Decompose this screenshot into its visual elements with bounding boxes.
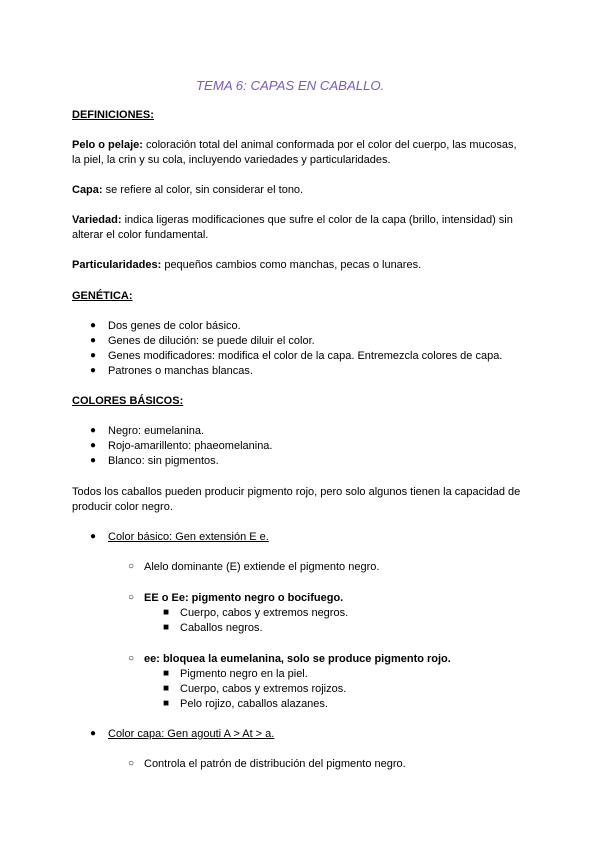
capa-term: Capa: bbox=[72, 184, 103, 196]
pelo-definition-line2: la piel, la crin y su cola, incluyendo variedades y particularidades. bbox=[72, 154, 391, 166]
circle-bullet-icon: ○ bbox=[128, 592, 135, 603]
particularidades-definition: Particularidades: pequeños cambios como manchas, pecas o lunares. bbox=[72, 259, 422, 271]
circle-bullet-icon: ○ bbox=[128, 758, 135, 769]
genetica-item-1: Dos genes de color básico. bbox=[108, 320, 241, 332]
square-bullet-icon: ■ bbox=[163, 622, 170, 633]
pelo-definition-line1: Pelo o pelaje: coloración total del animal conformada por el color del cuerpo, las mucosas, bbox=[72, 139, 517, 151]
bullet-icon: ● bbox=[90, 320, 97, 331]
bullet-icon: ● bbox=[90, 531, 97, 542]
square-bullet-icon: ■ bbox=[163, 607, 170, 618]
variedad-term: Variedad: bbox=[72, 214, 122, 226]
circle-bullet-icon: ○ bbox=[128, 561, 135, 572]
ee-dominant-item-1: Cuerpo, cabos y extremos negros. bbox=[180, 607, 349, 619]
bullet-icon: ● bbox=[90, 365, 97, 376]
bullet-icon: ● bbox=[90, 425, 97, 436]
square-bullet-icon: ■ bbox=[163, 683, 170, 694]
ee-dominant-item-2: Caballos negros. bbox=[180, 622, 263, 634]
extension-ee-recessive: ee: bloquea la eumelanina, solo se produce pigmento rojo. bbox=[144, 653, 451, 665]
colores-item-1: Negro: eumelanina. bbox=[108, 425, 205, 437]
variedad-definition-line1: Variedad: indica ligeras modificaciones que sufre el color de la capa (brillo, intensidad) sin bbox=[72, 214, 513, 226]
ee-recessive-item-1: Pigmento negro en la piel. bbox=[180, 668, 308, 680]
ee-recessive-item-2: Cuerpo, cabos y extremos rojizos. bbox=[180, 683, 347, 695]
bullet-icon: ● bbox=[90, 728, 97, 739]
genetica-item-4: Patrones o manchas blancas. bbox=[108, 365, 253, 377]
definiciones-heading: DEFINICIONES: bbox=[72, 109, 154, 121]
agouti-label: Color capa: Gen agouti A > At > a. bbox=[108, 728, 275, 740]
capa-definition: Capa: se refiere al color, sin considerar el tono. bbox=[72, 184, 304, 196]
genetica-item-2: Genes de dilución: se puede diluir el color. bbox=[108, 335, 315, 347]
extension-label: Color básico: Gen extensión E e. bbox=[108, 531, 269, 543]
genetica-item-3: Genes modificadores: modifica el color de la capa. Entremezcla colores de capa. bbox=[108, 350, 503, 362]
bullet-icon: ● bbox=[90, 350, 97, 361]
bullet-icon: ● bbox=[90, 335, 97, 346]
pelo-term: Pelo o pelaje: bbox=[72, 139, 143, 151]
colores-paragraph-line1: Todos los caballos pueden producir pigmento rojo, pero solo algunos tienen la capacidad de bbox=[72, 486, 521, 498]
colores-item-3: Blanco: sin pigmentos. bbox=[108, 455, 219, 467]
colores-heading: COLORES BÁSICOS: bbox=[72, 395, 184, 407]
particularidades-term: Particularidades: bbox=[72, 259, 162, 271]
agouti-item: Controla el patrón de distribución del pigmento negro. bbox=[144, 758, 406, 770]
circle-bullet-icon: ○ bbox=[128, 653, 135, 664]
ee-recessive-item-3: Pelo rojizo, caballos alazanes. bbox=[180, 698, 328, 710]
genetica-heading: GENÉTICA: bbox=[72, 290, 133, 302]
extension-alelo: Alelo dominante (E) extiende el pigmento negro. bbox=[144, 561, 380, 573]
colores-item-2: Rojo-amarillento: phaeomelanina. bbox=[108, 440, 273, 452]
extension-ee-dominant: EE o Ee: pigmento negro o bocifuego. bbox=[144, 592, 344, 604]
colores-paragraph-line2: producir color negro. bbox=[72, 501, 173, 513]
page-title: TEMA 6: CAPAS EN CABALLO. bbox=[196, 78, 385, 93]
bullet-icon: ● bbox=[90, 455, 97, 466]
variedad-definition-line2: alterar el color fundamental. bbox=[72, 229, 209, 241]
square-bullet-icon: ■ bbox=[163, 698, 170, 709]
square-bullet-icon: ■ bbox=[163, 668, 170, 679]
bullet-icon: ● bbox=[90, 440, 97, 451]
